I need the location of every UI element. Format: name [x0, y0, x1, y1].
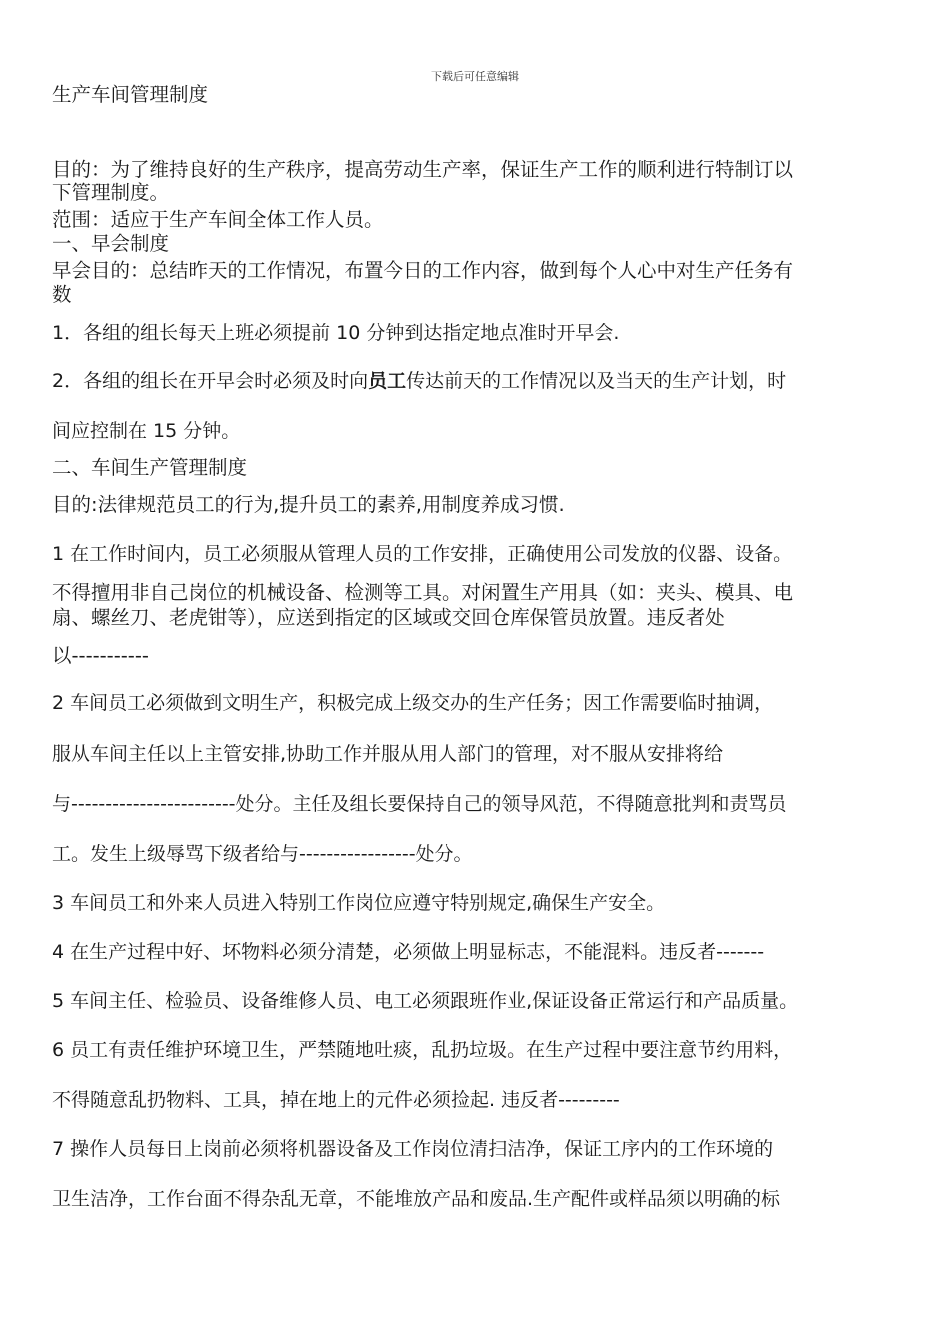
text-line: 下管理制度。 [52, 181, 170, 204]
text-line: 间应控制在 15 分钟。 [52, 420, 241, 442]
text-span: 2．各组的组长在开早会时必须及时向 [52, 370, 369, 392]
text-span: 传达前天的工作情况以及当天的生产计划，时 [406, 370, 787, 392]
text-line: 扇、螺丝刀、老虎钳等），应送到指定的区域或交回仓库保管员放置。违反者处 [52, 606, 725, 629]
text-line: 1．各组的组长每天上班必须提前 10 分钟到达指定地点准时开早会. [52, 322, 620, 344]
text-line: 目的:法律规范员工的行为,提升员工的素养,用制度养成习惯. [52, 493, 565, 516]
text-line: 6 员工有责任维护环境卫生，严禁随地吐痰，乱扔垃圾。在生产过程中要注意节约用料， [52, 1039, 793, 1061]
text-line: 7 操作人员每日上岗前必须将机器设备及工作岗位清扫洁净，保证工序内的工作环境的 [52, 1138, 774, 1160]
text-line: 以----------- [52, 644, 149, 667]
bold-term: 员工 [368, 370, 407, 392]
text-line: 不得随意乱扔物料、工具，掉在地上的元件必须捡起. 违反者--------- [52, 1089, 620, 1111]
section-heading: 一、早会制度 [52, 232, 170, 255]
text-line: 与------------------------处分。主任及组长要保持自己的领导风范，不得随意批判和责骂员 [52, 793, 787, 815]
text-line: 5 车间主任、检验员、设备维修人员、电工必须跟班作业,保证设备正常运行和产品质量。 [52, 990, 799, 1012]
text-line: 工。发生上级辱骂下级者给与-----------------处分。 [52, 843, 473, 865]
text-line: 4 在生产过程中好、坏物料必须分清楚，必须做上明显标志，不能混料。违反者------- [52, 941, 765, 963]
text-line: 服从车间主任以上主管安排,协助工作并服从用人部门的管理，对不服从安排将给 [52, 743, 724, 765]
text-line: 早会目的：总结昨天的工作情况，布置今日的工作内容，做到每个人心中对生产任务有 [52, 259, 794, 282]
doc-title: 生产车间管理制度 [52, 83, 209, 106]
text-line: 1 在工作时间内，员工必须服从管理人员的工作安排，正确使用公司发放的仪器、设备。 [52, 543, 793, 565]
header-note: 下载后可任意编辑 [431, 70, 519, 83]
text-line-2 [52, 370, 786, 392]
text-line: 范围：适应于生产车间全体工作人员。 [52, 208, 384, 231]
text-line: 目的：为了维持良好的生产秩序，提高劳动生产率，保证生产工作的顺利进行特制订以 [52, 158, 794, 181]
text-line: 3 车间员工和外来人员进入特别工作岗位应遵守特别规定,确保生产安全。 [52, 892, 666, 914]
text-line: 不得擅用非自己岗位的机械设备、检测等工具。对闲置生产用具（如：夹头、模具、电 [52, 581, 794, 604]
text-line: 卫生洁净，工作台面不得杂乱无章，不能堆放产品和废品.生产配件或样品须以明确的标 [52, 1188, 781, 1210]
text-line: 2 车间员工必须做到文明生产，积极完成上级交办的生产任务；因工作需要临时抽调， [52, 692, 774, 714]
text-line: 数 [52, 283, 72, 306]
section-heading: 二、车间生产管理制度 [52, 456, 248, 479]
